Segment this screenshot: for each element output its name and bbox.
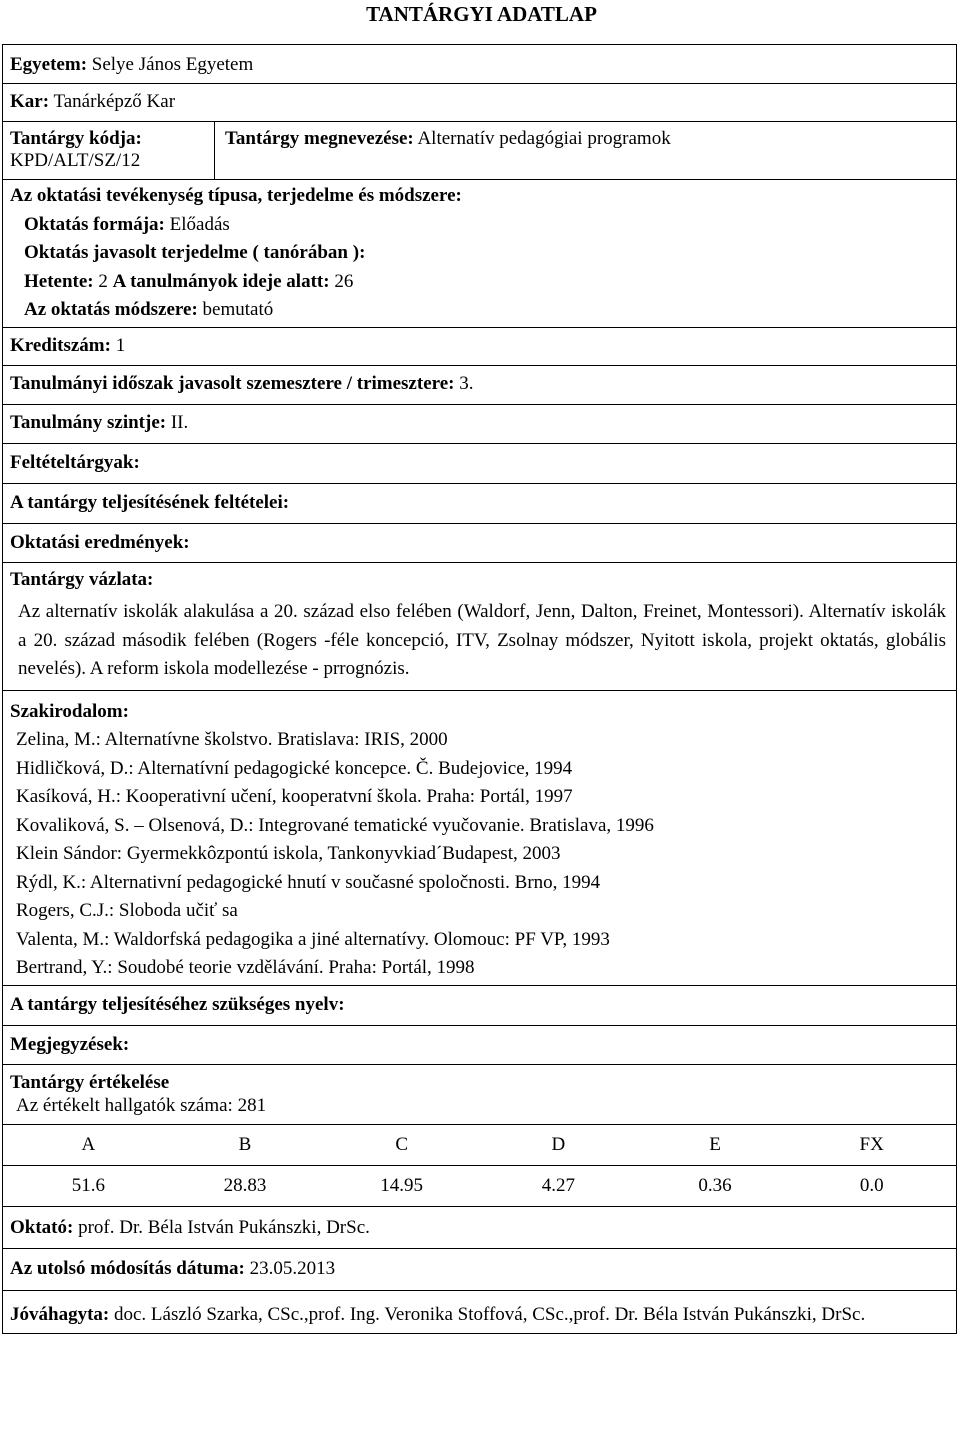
level-value: II. <box>170 412 189 434</box>
course-code-cell <box>3 122 215 180</box>
method-label: Az oktatás módszere: <box>24 299 198 321</box>
literature-item: Hidličková, D.: Alternatívní pedagogické koncepce. Č. Budejovice, 1994 <box>16 757 573 779</box>
university-value: Selye János Egyetem <box>91 54 254 75</box>
modified-label: Az utolsó módosítás dátuma: <box>10 1258 245 1280</box>
teaching-form-value: Előadás <box>169 213 230 235</box>
teaching-form-label: Oktatás formája: <box>24 213 165 235</box>
credits-row <box>3 328 956 367</box>
prerequisites-row <box>3 444 956 484</box>
semester-label: Tanulmányi időszak javasolt szemesztere / trimesztere: <box>10 373 455 395</box>
grade-value: 0.0 <box>859 1174 884 1196</box>
evaluation-count-label: Az értékelt hallgatók száma: <box>16 1095 233 1117</box>
notes-label: Megjegyzések: <box>10 1033 130 1055</box>
evaluation-label: Tantárgy értékelése <box>10 1072 170 1094</box>
course-code-label: Tantárgy kódja: <box>10 127 142 149</box>
prerequisites-label: Feltételtárgyak: <box>10 452 140 474</box>
course-code-value: KPD/ALT/SZ/12 <box>10 150 141 172</box>
faculty-label: Kar: <box>10 90 50 112</box>
faculty-row <box>3 84 956 122</box>
outline-text: Az alternatív iskolák alakulása a 20. század elso felében (Waldorf, Jenn, Dalton, Freinet, Montessori). Alternatív iskolák a 20. század második felében (Rogers -féle koncepció, ITV, Zsolnay módszer, Nyitott iskola, projekt oktatás, globális nevelés). A reform iskola modellezése - prrognózis. <box>18 601 946 680</box>
credits-value: 1 <box>115 334 126 356</box>
approved-value: doc. László Szarka, CSc.,prof. Ing. Veronika Stoffová, CSc.,prof. Dr. Béla István Pukánszki, DrSc. <box>113 1304 866 1326</box>
literature-item: Kovaliková, S. – Olsenová, D.: Integrované tematické vyučovanie. Bratislava, 1996 <box>16 814 654 836</box>
level-row <box>3 405 956 444</box>
course-name-cell <box>215 122 956 180</box>
faculty-value: Tanárképző Kar <box>53 90 176 112</box>
requirements-row <box>3 484 956 524</box>
level-label: Tanulmány szintje: <box>10 412 167 434</box>
grade-letters-row <box>3 1125 956 1166</box>
grade-letter: D <box>551 1133 566 1155</box>
course-sheet <box>2 44 957 1334</box>
teaching-scope-label: Oktatás javasolt terjedelme ( tanórában ): <box>24 242 366 264</box>
grade-value: 28.83 <box>223 1174 267 1196</box>
literature-label: Szakirodalom: <box>10 700 129 722</box>
grade-letter: A <box>81 1133 96 1155</box>
total-value: 26 <box>334 270 354 292</box>
semester-value: 3. <box>459 373 474 395</box>
grade-letter: E <box>709 1133 721 1155</box>
weekly-label: Hetente: <box>24 270 94 292</box>
grade-value: 14.95 <box>380 1174 424 1196</box>
evaluation-count-value: 281 <box>237 1095 267 1117</box>
outcomes-row <box>3 524 956 564</box>
outcomes-label: Oktatási eredmények: <box>10 531 190 553</box>
teacher-label: Oktató: <box>10 1216 74 1238</box>
literature-item: Rýdl, K.: Alternativní pedagogické hnutí v současné spoločnosti. Brno, 1994 <box>16 871 601 893</box>
teaching-heading: Az oktatási tevékenység típusa, terjedelme és módszere: <box>10 185 462 207</box>
university-label: Egyetem: <box>10 54 88 75</box>
grade-value: 0.36 <box>698 1174 732 1196</box>
grade-letter: B <box>238 1133 252 1155</box>
method-value: bemutató <box>202 299 274 321</box>
outline-label: Tantárgy vázlata: <box>10 569 154 591</box>
literature-row <box>3 691 956 986</box>
evaluation-row <box>3 1065 956 1125</box>
course-name-label: Tantárgy megnevezése: <box>225 127 414 149</box>
modified-row <box>3 1249 956 1291</box>
approved-label: Jóváhagyta: <box>10 1304 110 1326</box>
language-row <box>3 986 956 1026</box>
page-title: TANTÁRGYI ADATLAP <box>366 2 597 26</box>
literature-item: Bertrand, Y.: Soudobé teorie vzdělávání. Praha: Portál, 1998 <box>16 957 475 979</box>
literature-item: Zelina, M.: Alternatívne školstvo. Bratislava: IRIS, 2000 <box>16 729 448 751</box>
teacher-value: prof. Dr. Béla István Pukánszki, DrSc. <box>78 1216 370 1238</box>
modified-value: 23.05.2013 <box>249 1258 336 1280</box>
total-label: A tanulmányok ideje alatt: <box>112 270 330 292</box>
literature-item: Valenta, M.: Waldorfská pedagogika a jiné alternatívy. Olomouc: PF VP, 1993 <box>16 928 610 950</box>
weekly-value: 2 <box>98 270 108 292</box>
outline-row <box>3 563 956 690</box>
university-row <box>3 45 956 84</box>
requirements-label: A tantárgy teljesítésének feltételei: <box>10 491 290 513</box>
course-id-row <box>3 122 956 181</box>
grade-value: 4.27 <box>541 1174 575 1196</box>
course-name-value: Alternatív pedagógiai programok <box>417 127 671 149</box>
teaching-row <box>3 180 956 328</box>
approved-row <box>3 1291 956 1333</box>
literature-item: Klein Sándor: Gyermekkôzpontú iskola, Tankonyvkiad´Budapest, 2003 <box>16 843 561 865</box>
teacher-row <box>3 1207 956 1250</box>
language-label: A tantárgy teljesítéséhez szükséges nyelv: <box>10 993 345 1015</box>
grade-letter: C <box>395 1133 409 1155</box>
literature-item: Kasíková, H.: Kooperativní učení, kooperatvní škola. Praha: Portál, 1997 <box>16 786 573 808</box>
grade-letter: FX <box>859 1133 884 1155</box>
grade-values-row <box>3 1166 956 1207</box>
notes-row <box>3 1026 956 1066</box>
grade-value: 51.6 <box>71 1174 105 1196</box>
literature-item: Rogers, C.J.: Sloboda učiť sa <box>16 900 238 922</box>
semester-row <box>3 366 956 405</box>
credits-label: Kreditszám: <box>10 334 111 356</box>
